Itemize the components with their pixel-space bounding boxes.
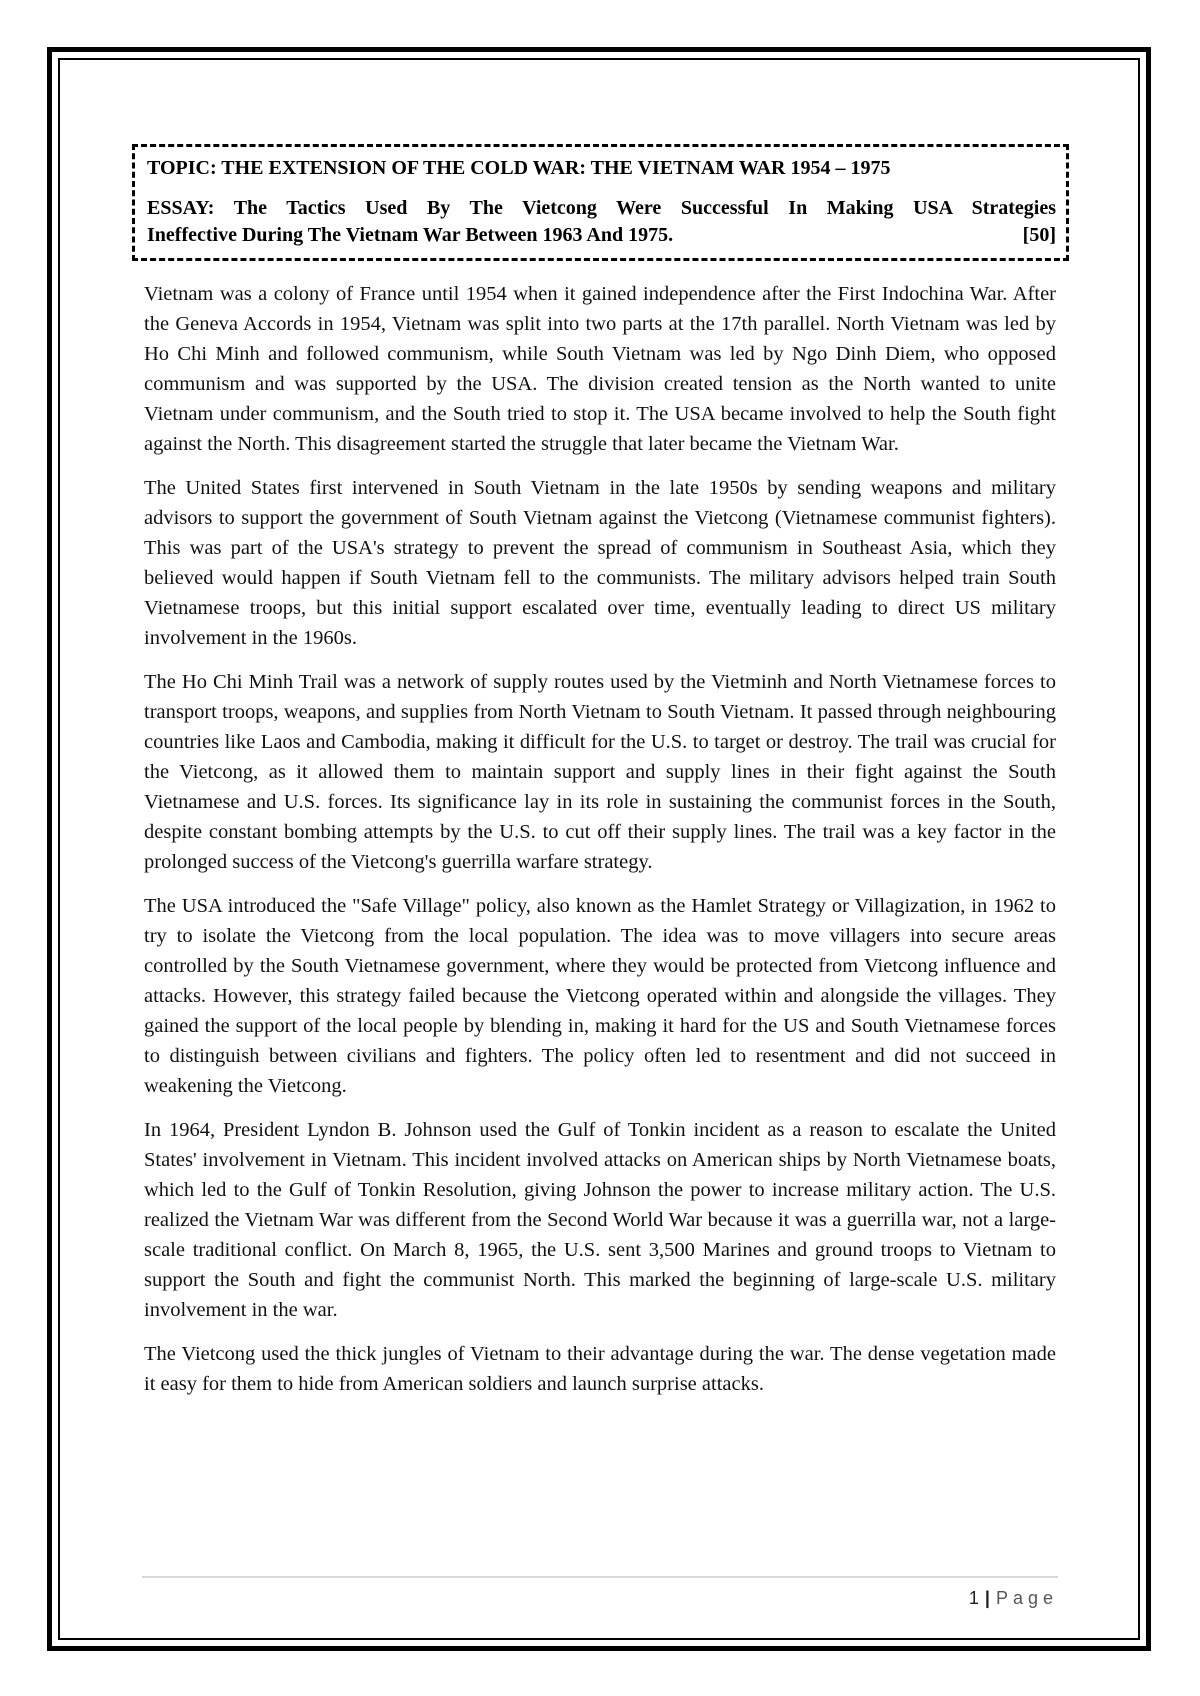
- topic-title: TOPIC: THE EXTENSION OF THE COLD WAR: THE VIETNAM WAR 1954 – 1975: [147, 157, 891, 179]
- essay-line-2: Ineffective During The Vietnam War Between 1963 And 1975.: [147, 224, 674, 246]
- page-number: 1: [968, 1588, 979, 1608]
- paragraph-5: In 1964, President Lyndon B. Johnson used the Gulf of Tonkin incident as a reason to escalate the United States' involvement in Vietnam. This incident involved attacks on American ships by North Vietnamese boats, which led to the Gulf of Tonkin Resolution, giving Johnson the power to increase military action. The U.S. realized the Vietnam War was different from the Second World War because it was a guerrilla war, not a large-scale traditional conflict. On March 8, 1965, the U.S. sent 3,500 Marines and ground troops to Vietnam to support the South and fight the communist North. This marked the beginning of large-scale U.S. military involvement in the war.: [144, 1119, 1056, 1321]
- footer-separator: |: [984, 1588, 990, 1608]
- paragraph-4: The USA introduced the "Safe Village" policy, also known as the Hamlet Strategy or Villagization, in 1962 to try to isolate the Vietcong from the local population. The idea was to move villagers into secure areas controlled by the South Vietnamese government, where they would be protected from Vietcong influence and attacks. However, this strategy failed because the Vietcong operated within and alongside the villages. They gained the support of the local people by blending in, making it hard for the US and South Vietnamese forces to distinguish between civilians and fighters. The policy often led to resentment and did not succeed in weakening the Vietcong.: [144, 895, 1056, 1097]
- page-label: Page: [995, 1588, 1058, 1608]
- paragraph-6: The Vietcong used the thick jungles of Vietnam to their advantage during the war. The dense vegetation made it easy for them to hide from American soldiers and launch surprise attacks.: [144, 1343, 1056, 1395]
- essay-line-1: ESSAY: The Tactics Used By The Vietcong Were Successful In Making USA Strategies: [147, 197, 1056, 219]
- page-footer: [969, 1588, 1058, 1609]
- paragraph-2: The United States first intervened in South Vietnam in the late 1950s by sending weapons and military advisors to support the government of South Vietnam against the Vietcong (Vietnamese communist fighters). This was part of the USA's strategy to prevent the spread of communism in Southeast Asia, which they believed would happen if South Vietnam fell to the communists. The military advisors helped train South Vietnamese troops, but this initial support escalated over time, eventually leading to direct US military involvement in the 1960s.: [144, 477, 1056, 649]
- topic-header-box: [132, 144, 1069, 261]
- essay-body: [144, 279, 1056, 1413]
- essay-line-2-row: [147, 222, 1056, 249]
- paragraph-1: Vietnam was a colony of France until 1954 when it gained independence after the First Indochina War. After the Geneva Accords in 1954, Vietnam was split into two parts at the 17th parallel. North Vietnam was led by Ho Chi Minh and followed communism, while South Vietnam was led by Ngo Dinh Diem, who opposed communism and was supported by the USA. The division created tension as the North wanted to unite Vietnam under communism, and the South tried to stop it. The USA became involved to help the South fight against the North. This disagreement started the struggle that later became the Vietnam War.: [144, 283, 1056, 455]
- paragraph-3: The Ho Chi Minh Trail was a network of supply routes used by the Vietminh and North Vietnamese forces to transport troops, weapons, and supplies from North Vietnam to South Vietnam. It passed through neighbouring countries like Laos and Cambodia, making it difficult for the U.S. to target or destroy. The trail was crucial for the Vietcong, as it allowed them to maintain support and supply lines in their fight against the South Vietnamese and U.S. forces. Its significance lay in its role in sustaining the communist forces in the South, despite constant bombing attempts by the U.S. to cut off their supply lines. The trail was a key factor in the prolonged success of the Vietcong's guerrilla warfare strategy.: [144, 671, 1056, 873]
- essay-question: [147, 195, 1056, 249]
- essay-marks: [50]: [1022, 224, 1056, 246]
- footer-divider: [142, 1576, 1058, 1578]
